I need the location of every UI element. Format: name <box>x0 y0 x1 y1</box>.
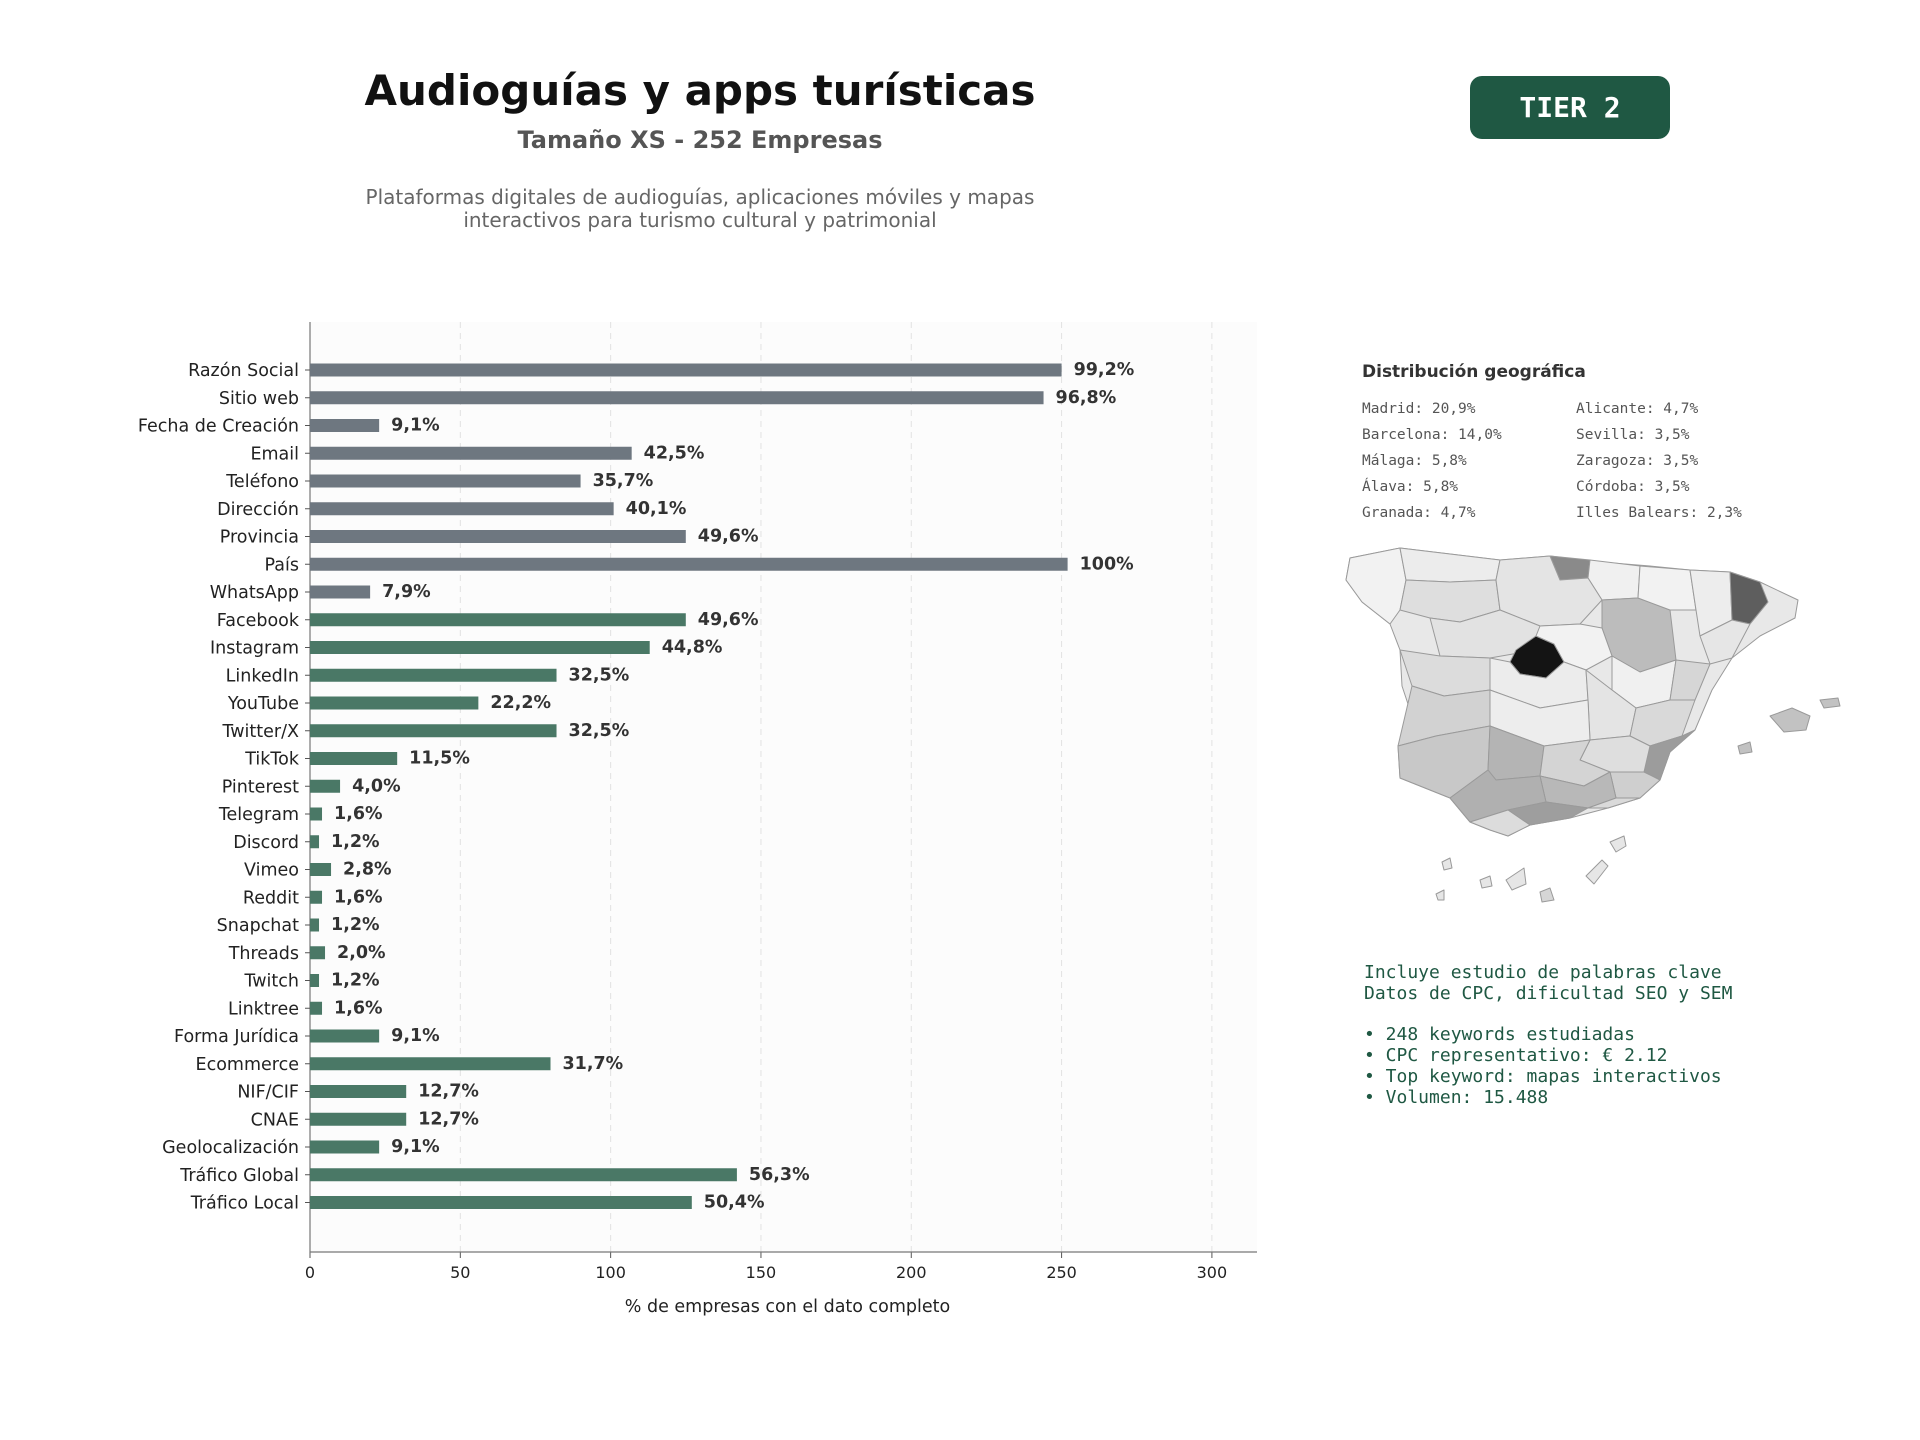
x-tick-label: 250 <box>1046 1263 1077 1282</box>
province-galicia <box>1346 548 1406 624</box>
geo-item: Illes Balears: 2,3% <box>1576 505 1742 521</box>
data-label: 4,0% <box>352 776 401 797</box>
bar <box>310 1141 379 1154</box>
geo-item: Córdoba: 3,5% <box>1576 479 1690 495</box>
x-tick-label: 300 <box>1196 1263 1228 1282</box>
data-label: 1,6% <box>334 998 383 1019</box>
x-axis-label: % de empresas con el dato completo <box>624 1297 951 1317</box>
province-mallorca <box>1770 708 1810 732</box>
province-canarias-1 <box>1442 858 1452 870</box>
bar <box>310 863 331 876</box>
category-label: TikTok <box>245 749 299 770</box>
data-label: 9,1% <box>391 1137 440 1157</box>
data-label: 31,7% <box>562 1053 624 1074</box>
bar <box>310 669 557 682</box>
data-label: 49,6% <box>697 526 759 547</box>
data-label: 1,2% <box>331 831 380 852</box>
geo-item: Barcelona: 14,0% <box>1362 427 1502 443</box>
geo-distribution-title: Distribución geográfica <box>1362 362 1586 382</box>
data-label: 1,2% <box>331 970 380 991</box>
data-label: 100% <box>1079 554 1134 575</box>
geo-item: Málaga: 5,8% <box>1362 453 1467 469</box>
province-canarias-7 <box>1436 890 1444 900</box>
data-label: 1,6% <box>334 804 383 824</box>
keywords-info <box>1364 962 1732 1108</box>
category-label: País <box>264 555 299 576</box>
bar <box>310 364 1062 377</box>
category-label: Snapchat <box>216 916 299 936</box>
x-tick-label: 150 <box>745 1263 777 1282</box>
data-label: 2,8% <box>343 859 392 880</box>
bar <box>310 1113 406 1126</box>
category-label: Geolocalización <box>162 1138 299 1158</box>
category-label: Forma Jurídica <box>174 1027 299 1047</box>
category-label: YouTube <box>227 694 299 714</box>
data-label: 44,8% <box>661 637 723 658</box>
bar <box>310 752 397 765</box>
category-label: Teléfono <box>226 472 299 492</box>
data-label: 32,5% <box>568 665 630 686</box>
data-label: 2,0% <box>337 942 386 963</box>
bar <box>310 891 322 904</box>
geo-item: Zaragoza: 3,5% <box>1576 453 1699 469</box>
page-title: Audioguías y apps turísticas <box>364 66 1036 115</box>
data-label: 99,2% <box>1073 360 1135 380</box>
category-label: Razón Social <box>188 361 299 381</box>
category-label: Sitio web <box>218 388 299 409</box>
category-label: CNAE <box>250 1110 299 1131</box>
bar <box>310 613 686 626</box>
data-label: 50,4% <box>703 1192 765 1213</box>
data-label: 1,2% <box>331 915 380 935</box>
bar <box>310 1196 692 1209</box>
bar <box>310 780 340 793</box>
data-label: 96,8% <box>1055 387 1117 408</box>
category-label: Vimeo <box>244 860 299 881</box>
category-label: Threads <box>228 943 299 964</box>
tier-badge: TIER 2 <box>1470 76 1670 139</box>
x-tick-label: 50 <box>450 1263 471 1282</box>
category-label: Telegram <box>218 805 299 825</box>
category-label: Twitter/X <box>222 721 299 742</box>
bar <box>310 724 557 737</box>
bar <box>310 586 370 599</box>
category-label: WhatsApp <box>209 583 299 603</box>
province-asturias <box>1400 548 1500 582</box>
data-label: 35,7% <box>592 471 654 491</box>
category-label: Linktree <box>227 999 299 1020</box>
geo-item: Alicante: 4,7% <box>1576 401 1699 417</box>
data-label: 11,5% <box>409 748 470 769</box>
province-ibiza <box>1738 742 1752 754</box>
data-label: 1,6% <box>334 887 383 908</box>
data-label: 56,3% <box>748 1164 810 1185</box>
bar <box>310 558 1068 571</box>
bar <box>310 391 1044 404</box>
category-label: Facebook <box>216 610 299 631</box>
page-subtitle: Tamaño XS - 252 Empresas <box>517 126 883 154</box>
province-murcia <box>1610 772 1660 798</box>
keywords-bullet: • 248 keywords estudiadas <box>1364 1024 1635 1045</box>
category-label: Tráfico Local <box>190 1193 299 1214</box>
geo-item: Álava: 5,8% <box>1362 479 1459 495</box>
data-label: 12,7% <box>418 1081 479 1102</box>
category-label: Reddit <box>242 888 299 909</box>
province-canarias-3 <box>1506 868 1526 890</box>
spain-choropleth-map <box>1340 540 1860 920</box>
bar <box>310 475 581 488</box>
geo-item: Sevilla: 3,5% <box>1576 427 1690 443</box>
keywords-bullet: • Volumen: 15.488 <box>1364 1087 1549 1108</box>
keywords-line-1: Incluye estudio de palabras clave <box>1364 962 1722 983</box>
province-canarias-5 <box>1586 860 1608 884</box>
category-label: Email <box>250 444 299 465</box>
description-line-1: Plataformas digitales de audioguías, aplicaciones móviles y mapas <box>365 185 1035 209</box>
keywords-line-2: Datos de CPC, dificultad SEO y SEM <box>1364 983 1733 1004</box>
data-label: 22,2% <box>490 693 552 713</box>
bar <box>310 502 614 515</box>
bar <box>310 1002 322 1015</box>
bar <box>310 919 319 932</box>
category-label: Fecha de Creación <box>137 416 299 437</box>
category-label: Discord <box>233 832 299 853</box>
bar <box>310 1085 406 1098</box>
description-line-2: interactivos para turismo cultural y patrimonial <box>463 208 937 232</box>
category-label: Twitch <box>244 971 299 992</box>
data-label: 7,9% <box>382 582 431 602</box>
category-label: LinkedIn <box>225 666 299 687</box>
province-canarias-4 <box>1540 888 1554 902</box>
bar <box>310 808 322 821</box>
bar <box>310 447 632 460</box>
category-label: Dirección <box>217 499 299 520</box>
bar <box>310 1057 551 1070</box>
data-label: 9,1% <box>391 415 440 436</box>
province-canarias-6 <box>1610 836 1626 852</box>
bar <box>310 1030 379 1043</box>
x-tick-label: 100 <box>595 1263 626 1282</box>
bar <box>310 697 478 710</box>
category-label: Tráfico Global <box>180 1165 299 1186</box>
data-label: 49,6% <box>697 609 759 630</box>
geo-item: Madrid: 20,9% <box>1362 401 1476 417</box>
x-tick-label: 0 <box>304 1263 316 1282</box>
bar <box>310 1168 737 1181</box>
bar <box>310 419 379 432</box>
bar <box>310 641 650 654</box>
bar <box>310 530 686 543</box>
geo-item: Granada: 4,7% <box>1362 505 1476 521</box>
bar <box>310 946 325 959</box>
province-canarias-2 <box>1480 876 1492 888</box>
geo-distribution-list <box>1362 400 1782 523</box>
data-label: 40,1% <box>625 498 687 519</box>
category-label: NIF/CIF <box>237 1082 299 1103</box>
category-label: Pinterest <box>221 777 299 798</box>
data-label: 42,5% <box>643 443 705 464</box>
keywords-bullet: • CPC representativo: € 2.12 <box>1364 1045 1668 1066</box>
keywords-bullet: • Top keyword: mapas interactivos <box>1364 1066 1722 1087</box>
bar <box>310 835 319 848</box>
category-label: Instagram <box>209 638 299 659</box>
x-tick-label: 200 <box>895 1263 927 1282</box>
category-label: Provincia <box>219 527 299 548</box>
data-label: 32,5% <box>568 720 630 741</box>
data-label: 12,7% <box>418 1109 479 1130</box>
bar <box>310 974 319 987</box>
province-menorca <box>1820 698 1840 708</box>
category-label: Ecommerce <box>195 1054 299 1075</box>
data-label: 9,1% <box>391 1026 440 1046</box>
